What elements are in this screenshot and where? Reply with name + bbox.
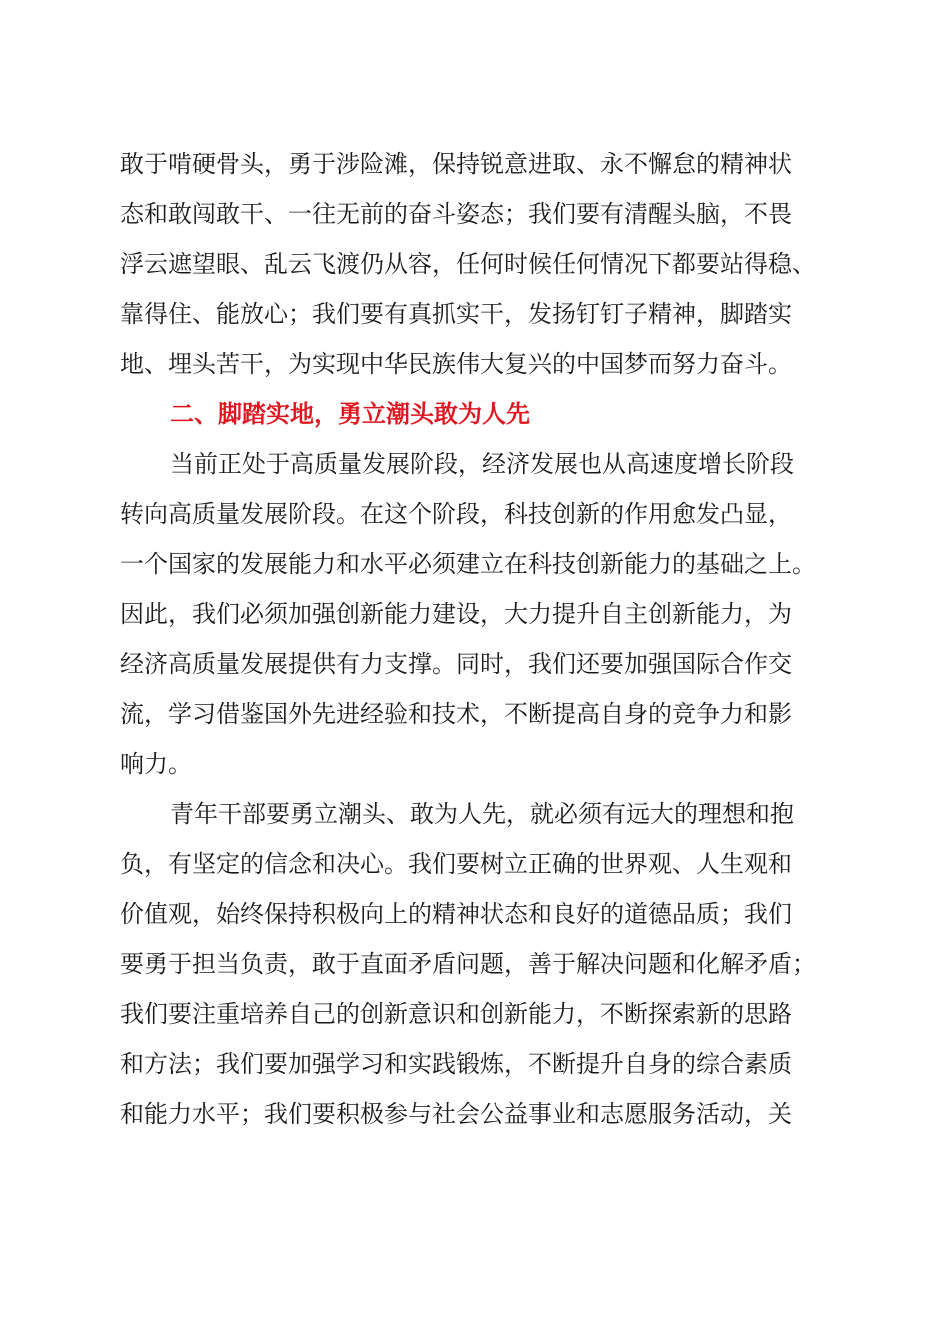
paragraph-1-line-1: 敢于啃硬骨头，勇于涉险滩，保持锐意进取、永不懈怠的精神状 [120,150,792,178]
section-heading: 二、脚踏实地，勇立潮头敢为人先 [170,400,530,428]
paragraph-1-line-2: 态和敢闯敢干、一往无前的奋斗姿态；我们要有清醒头脑，不畏 [120,200,792,228]
paragraph-2-line-7: 响力。 [120,750,192,778]
paragraph-3-line-2: 负，有坚定的信念和决心。我们要树立正确的世界观、人生观和 [120,850,792,878]
paragraph-1-line-5: 地、埋头苦干，为实现中华民族伟大复兴的中国梦而努力奋斗。 [120,350,792,378]
paragraph-1-line-3: 浮云遮望眼、乱云飞渡仍从容，任何时候任何情况下都要站得稳、 [120,250,816,278]
paragraph-3-line-5: 我们要注重培养自己的创新意识和创新能力，不断探索新的思路 [120,1000,792,1028]
paragraph-2-line-2: 转向高质量发展阶段。在这个阶段，科技创新的作用愈发凸显， [120,500,792,528]
paragraph-3-line-6: 和方法；我们要加强学习和实践锻炼，不断提升自身的综合素质 [120,1050,792,1078]
paragraph-2-line-3: 一个国家的发展能力和水平必须建立在科技创新能力的基础之上。 [120,550,816,578]
paragraph-3-line-7: 和能力水平；我们要积极参与社会公益事业和志愿服务活动，关 [120,1100,792,1128]
paragraph-2-line-1: 当前正处于高质量发展阶段，经济发展也从高速度增长阶段 [170,450,794,478]
paragraph-2-line-5: 经济高质量发展提供有力支撑。同时，我们还要加强国际合作交 [120,650,792,678]
paragraph-3-line-3: 价值观，始终保持积极向上的精神状态和良好的道德品质；我们 [120,900,792,928]
paragraph-2-line-6: 流，学习借鉴国外先进经验和技术，不断提高自身的竞争力和影 [120,700,792,728]
paragraph-3-line-4: 要勇于担当负责，敢于直面矛盾问题，善于解决问题和化解矛盾； [120,950,816,978]
paragraph-2-line-4: 因此，我们必须加强创新能力建设，大力提升自主创新能力，为 [120,600,792,628]
paragraph-1-line-4: 靠得住、能放心；我们要有真抓实干，发扬钉钉子精神，脚踏实 [120,300,792,328]
paragraph-3-line-1: 青年干部要勇立潮头、敢为人先，就必须有远大的理想和抱 [170,800,794,828]
